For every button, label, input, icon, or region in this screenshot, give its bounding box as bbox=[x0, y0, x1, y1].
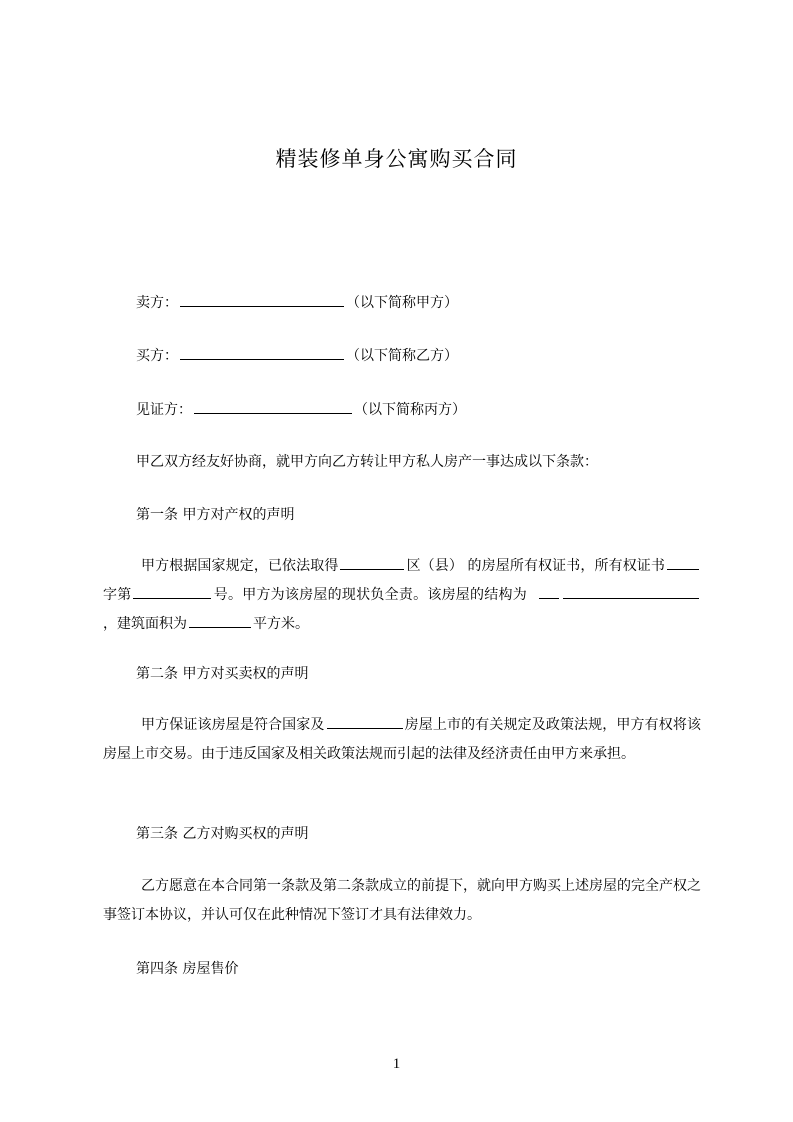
article3-heading: 第三条 乙方对购买权的声明 bbox=[136, 826, 309, 842]
cert-number-blank[interactable] bbox=[133, 585, 211, 599]
article1-text-3: 字第 bbox=[103, 587, 132, 603]
buyer-blank[interactable] bbox=[180, 346, 344, 360]
cert-prefix-blank[interactable] bbox=[667, 556, 699, 570]
article1-text-4: 号。甲方为该房屋的现状负全责。该房屋的结构为 bbox=[213, 587, 528, 603]
article3-body: 乙方愿意在本合同第一条款及第二条款成立的前提下，就向甲方购买上述房屋的完全产权之事签订本协议，并认可仅在此种情况下签订才具有法律效力。 bbox=[103, 878, 701, 923]
article2-body bbox=[103, 711, 701, 769]
article1-text-6: 平方米。 bbox=[253, 616, 309, 632]
document-title: 精装修单身公寓购买合同 bbox=[275, 147, 518, 171]
intro-text: 甲乙双方经友好协商，就甲方向乙方转让甲方私人房产一事达成以下条款： bbox=[136, 454, 598, 470]
seller-line bbox=[136, 293, 458, 312]
witness-label: 见证方： bbox=[136, 402, 192, 418]
article1-body bbox=[103, 552, 701, 639]
witness-blank[interactable] bbox=[194, 400, 352, 414]
district-blank[interactable] bbox=[340, 556, 404, 570]
buyer-suffix: （以下简称乙方） bbox=[346, 348, 458, 364]
seller-label: 卖方： bbox=[136, 295, 178, 311]
buyer-label: 买方： bbox=[136, 348, 178, 364]
article1-heading: 第一条 甲方对产权的声明 bbox=[136, 507, 295, 523]
article1-text-5: ，建筑面积为 bbox=[103, 616, 187, 632]
article2-heading: 第二条 甲方对买卖权的声明 bbox=[136, 666, 309, 682]
witness-suffix: （以下简称丙方） bbox=[354, 402, 466, 418]
structure-blank-start[interactable] bbox=[539, 585, 559, 599]
seller-suffix: （以下简称甲方） bbox=[346, 295, 458, 311]
article4-heading: 第四条 房屋售价 bbox=[136, 961, 239, 977]
article2-text-1: 甲方保证该房屋是符合国家及 bbox=[141, 717, 325, 733]
witness-line bbox=[136, 400, 466, 419]
article2-text-2: 房屋上市的有关规定及政策法规，甲方有权将该房屋上市交易。由于违反国家及相关政策法规而引起的法律及经济责任由甲方来承担。 bbox=[103, 717, 702, 762]
buyer-line bbox=[136, 346, 458, 365]
area-blank[interactable] bbox=[189, 614, 251, 628]
region-blank[interactable] bbox=[327, 715, 403, 729]
article1-text-1: 甲方根据国家规定，已依法取得 bbox=[141, 558, 339, 574]
seller-blank[interactable] bbox=[180, 293, 344, 307]
article1-text-2: 区（县） 的房屋所有权证书，所有权证书 bbox=[406, 558, 666, 574]
page-number: 1 bbox=[392, 1056, 401, 1072]
structure-blank[interactable] bbox=[563, 585, 699, 599]
